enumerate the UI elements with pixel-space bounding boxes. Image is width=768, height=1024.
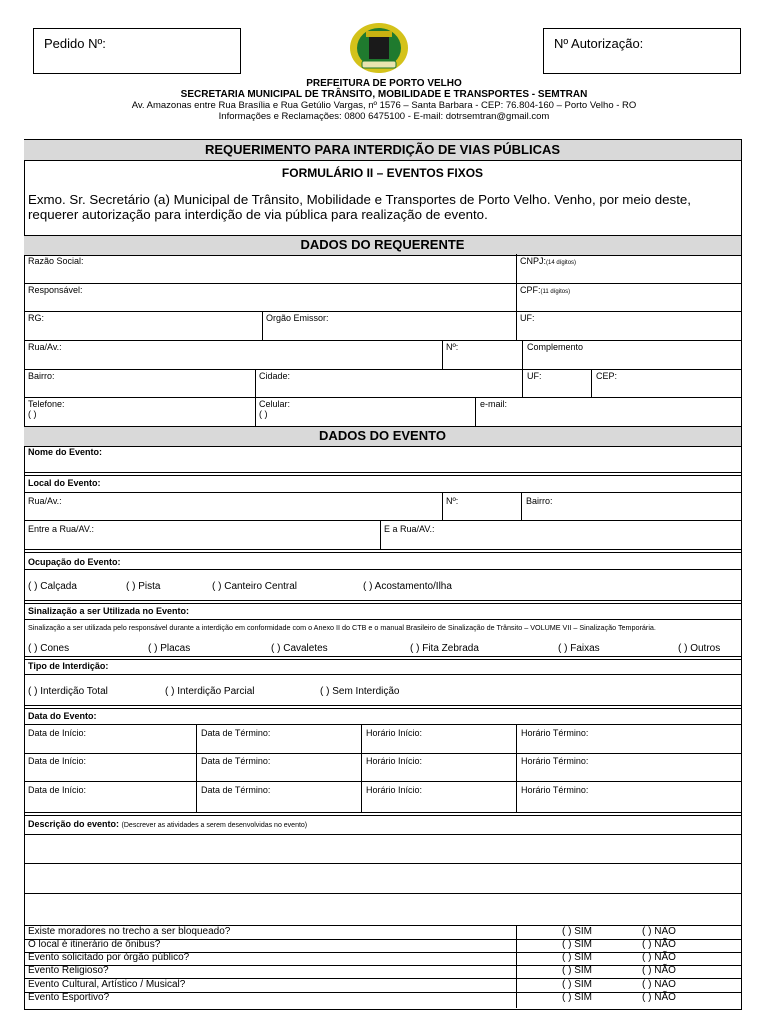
question-cultural: Evento Cultural, Artístico / Musical? (28, 979, 186, 990)
descricao-note: (Descrever as atividades a serem desenvolvidas no evento) (121, 822, 308, 829)
question-esportivo: Evento Esportivo? (28, 992, 110, 1003)
numero-label: Nº: (446, 342, 459, 352)
ocupacao-acostamento-option[interactable]: ( ) Acostamento/Ilha (363, 581, 452, 592)
evento-rua-label: Rua/Av.: (28, 496, 62, 506)
data-inicio-label-3: Data de Início: (28, 785, 87, 795)
ocupacao-label: Ocupação do Evento: (28, 557, 121, 567)
nome-evento-label: Nome do Evento: (28, 447, 103, 457)
orgao-emissor-label: Orgão Emissor: (266, 313, 329, 323)
ocupacao-calcada-option[interactable]: ( ) Calçada (28, 581, 77, 592)
bairro-label: Bairro: (28, 371, 55, 381)
secretaria-name: SECRETARIA MUNICIPAL DE TRÂNSITO, MOBILIDADE E TRANSPORTES - SEMTRAN (180, 89, 588, 100)
entre-rua-label: Entre a Rua/AV.: (28, 524, 95, 534)
hora-termino-label-3: Horário Término: (521, 785, 589, 795)
rua-label: Rua/Av.: (28, 342, 62, 352)
sinal-faixas-option[interactable]: ( ) Faixas (558, 643, 600, 654)
sinal-cones-option[interactable]: ( ) Cones (28, 643, 70, 654)
org-address: Av. Amazonas entre Rua Brasília e Rua Getúlio Vargas, nº 1576 – Santa Barbara - CEP: 76.804-160 – Porto Velho - RO (131, 100, 637, 111)
sinalizacao-label: Sinalização a ser Utilizada no Evento: (28, 606, 190, 616)
telefone-ddd[interactable]: ( ) (28, 409, 37, 419)
form-title: REQUERIMENTO PARA INTERDIÇÃO DE VIAS PÚBLICAS (24, 139, 741, 161)
telefone-label: Telefone: (28, 399, 65, 409)
cidade-label: Cidade: (259, 371, 291, 381)
data-termino-label-1: Data de Término: (201, 728, 271, 738)
hora-termino-label-1: Horário Término: (521, 728, 589, 738)
data-termino-label-2: Data de Término: (201, 756, 271, 766)
cnpj-label: CNPJ:(14 dígitos) (520, 256, 577, 266)
responsavel-label: Responsável: (28, 285, 83, 295)
cep-label: CEP: (596, 371, 618, 381)
cnpj-note: (14 dígitos) (546, 260, 577, 266)
hora-termino-label-2: Horário Término: (521, 756, 589, 766)
section-evento: DADOS DO EVENTO (24, 426, 741, 447)
intro-text: Exmo. Sr. Secretário (a) Municipal de Trânsito, Mobilidade e Transportes de Porto Velho. Venho, por meio deste, requerer autorização para interdição de via pública para realização de evento. (28, 192, 691, 222)
sinalizacao-note: Sinalização a ser utilizada pelo responsável durante a interdição em conformidade com o Anexo II do CTB e o manual Brasileiro de Sinalização de Trânsito – VOLUME VII – Sinalização Temporária. (28, 623, 656, 632)
cpf-note: (11 dígitos) (540, 289, 571, 295)
ocupacao-pista-option[interactable]: ( ) Pista (126, 581, 161, 592)
sem-interdicao-option[interactable]: ( ) Sem Interdição (320, 686, 400, 697)
ocupacao-canteiro-option[interactable]: ( ) Canteiro Central (212, 581, 298, 592)
cpf-label: CPF:(11 dígitos) (520, 285, 571, 295)
tipo-interdicao-label: Tipo de Interdição: (28, 661, 109, 671)
sinal-fita-zebrada-option[interactable]: ( ) Fita Zebrada (410, 643, 479, 654)
answer-nao-5[interactable]: ( ) NÃO (642, 979, 676, 990)
pedido-label: Pedido Nº: (44, 36, 106, 51)
autorizacao-label: Nº Autorização: (554, 36, 644, 51)
hora-inicio-label-3: Horário Início: (366, 785, 423, 795)
uf2-label: UF: (527, 371, 542, 381)
descricao-label: Descrição do evento: (Descrever as atividades a serem desenvolvidas no evento) (28, 819, 308, 829)
autorizacao-box[interactable] (543, 28, 741, 74)
e-a-rua-label: E a Rua/AV.: (384, 524, 435, 534)
hora-inicio-label-1: Horário Início: (366, 728, 423, 738)
uf-label: UF: (520, 313, 535, 323)
answer-nao-6[interactable]: ( ) NÃO (642, 992, 676, 1003)
answer-sim-6[interactable]: ( ) SIM (562, 992, 592, 1003)
org-contact: Informações e Reclamações: 0800 6475100 - E-mail: dotrsemtran@gmail.com (218, 111, 550, 122)
data-evento-label: Data do Evento: (28, 711, 97, 721)
answer-sim-5[interactable]: ( ) SIM (562, 979, 592, 990)
section-requerente: DADOS DO REQUERENTE (24, 235, 741, 256)
municipal-coat-of-arms-icon (348, 21, 410, 75)
sinal-cavaletes-option[interactable]: ( ) Cavaletes (271, 643, 328, 654)
evento-numero-label: Nº: (446, 496, 459, 506)
answer-sim-3[interactable]: ( ) SIM (562, 952, 592, 963)
question-religioso: Evento Religioso? (28, 965, 109, 976)
rg-label: RG: (28, 313, 45, 323)
interdicao-parcial-option[interactable]: ( ) Interdição Parcial (165, 686, 255, 697)
data-inicio-label-1: Data de Início: (28, 728, 87, 738)
question-onibus: O local é itinerário de ônibus? (28, 939, 161, 950)
evento-bairro-label: Bairro: (526, 496, 553, 506)
email-label: e-mail: (480, 399, 508, 409)
data-termino-label-3: Data de Término: (201, 785, 271, 795)
answer-nao-3[interactable]: ( ) NÃO (642, 952, 676, 963)
data-inicio-label-2: Data de Início: (28, 756, 87, 766)
answer-nao-2[interactable]: ( ) NÃO (642, 939, 676, 950)
form-subtitle: FORMULÁRIO II – EVENTOS FIXOS (281, 166, 484, 180)
question-moradores: Existe moradores no trecho a ser bloqueado? (28, 926, 231, 937)
hora-inicio-label-2: Horário Início: (366, 756, 423, 766)
sinal-placas-option[interactable]: ( ) Placas (148, 643, 191, 654)
sinal-outros-option[interactable]: ( ) Outros (678, 643, 721, 654)
question-orgao-publico: Evento solicitado por órgão público? (28, 952, 190, 963)
answer-nao-1[interactable]: ( ) NÃO (642, 926, 676, 937)
answer-sim-1[interactable]: ( ) SIM (562, 926, 592, 937)
answer-nao-4[interactable]: ( ) NÃO (642, 965, 676, 976)
answer-sim-2[interactable]: ( ) SIM (562, 939, 592, 950)
org-name: PREFEITURA DE PORTO VELHO (306, 78, 462, 89)
razao-social-field[interactable] (120, 256, 510, 280)
celular-ddd[interactable]: ( ) (259, 409, 268, 419)
local-evento-label: Local do Evento: (28, 478, 101, 488)
answer-sim-4[interactable]: ( ) SIM (562, 965, 592, 976)
celular-label: Celular: (259, 399, 291, 409)
pedido-box[interactable] (33, 28, 241, 74)
complemento-label: Complemento (527, 342, 584, 352)
razao-social-label: Razão Social: (28, 256, 84, 266)
interdicao-total-option[interactable]: ( ) Interdição Total (28, 686, 108, 697)
